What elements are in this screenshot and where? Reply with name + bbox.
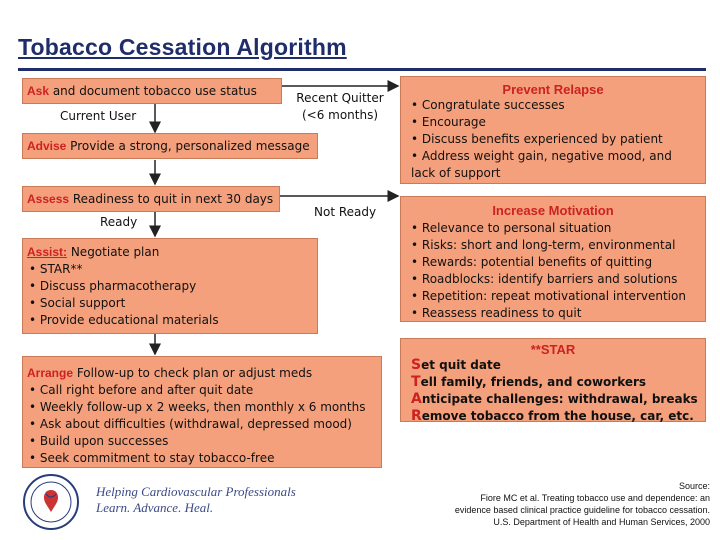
source-line: evidence based clinical practice guideline for tobacco cessation. (454, 505, 710, 515)
assist-text: Negotiate plan (67, 245, 160, 259)
list-item: • Build upon successes (29, 433, 381, 450)
list-item: • STAR** (29, 261, 317, 278)
list-item: • Seek commitment to stay tobacco-free (29, 450, 381, 467)
ask-box (22, 78, 282, 104)
list-item: • Address weight gain, negative mood, and (411, 148, 705, 165)
assess-keyword: Assess (27, 192, 70, 206)
list-item: • Discuss benefits experienced by patient (411, 131, 705, 148)
prevent-relapse-tail: lack of support (411, 166, 501, 180)
list-item: • Ask about difficulties (withdrawal, depressed mood) (29, 416, 381, 433)
prevent-relapse-header: Prevent Relapse (502, 82, 604, 97)
star-row-s: Set quit date (411, 357, 501, 373)
ready-label: Ready (100, 215, 138, 229)
advise-text: Provide a strong, personalized message (66, 139, 310, 153)
list-item: • Weekly follow-up x 2 weeks, then monthly x 6 months (29, 399, 381, 416)
list-item: • Relevance to personal situation (411, 220, 705, 237)
star-row-t: Tell family, friends, and coworkers (411, 374, 647, 390)
source-citation (380, 480, 710, 528)
star-list (401, 357, 705, 425)
list-item: • Repetition: repeat motivational intervention (411, 288, 705, 305)
page-title: Tobacco Cessation Algorithm (18, 34, 347, 60)
assess-text: Readiness to quit in next 30 days (69, 192, 274, 206)
star-header: **STAR (530, 342, 576, 357)
tagline-line1: Helping Cardiovascular Professionals (96, 484, 296, 499)
increase-motivation-header: Increase Motivation (492, 203, 614, 218)
source-label: Source: (678, 481, 710, 491)
recent-quitter-line2: (<6 months) (301, 108, 379, 122)
tagline-line2: Learn. Advance. Heal. (96, 500, 214, 515)
recent-quitter-line1: Recent Quitter (296, 91, 384, 105)
advise-box (22, 133, 318, 159)
assist-box (22, 238, 318, 334)
list-item: • Encourage (411, 114, 705, 131)
list-item: • Provide educational materials (29, 312, 317, 329)
star-box (400, 338, 706, 422)
list-item: • Risks: short and long-term, environmental (411, 237, 705, 254)
list-item: • Congratulate successes (411, 97, 705, 114)
list-item: • Roadblocks: identify barriers and solutions (411, 271, 705, 288)
assess-box (22, 186, 280, 212)
acc-seal-logo (22, 472, 80, 532)
arrange-text: Follow-up to check plan or adjust meds (73, 366, 313, 380)
not-ready-label: Not Ready (314, 205, 377, 219)
list-item: • Reassess readiness to quit (411, 305, 705, 322)
recent-quitter-label (290, 90, 390, 124)
footer-tagline (96, 484, 296, 516)
star-row-r: Remove tobacco from the house, car, etc. (411, 408, 694, 424)
increase-motivation-list (401, 218, 705, 322)
advise-keyword: Advise (27, 139, 67, 153)
assist-keyword: Assist: (27, 245, 68, 259)
list-item: • Discuss pharmacotherapy (29, 278, 317, 295)
ask-keyword: Ask (27, 84, 50, 98)
current-user-label: Current User (60, 109, 137, 123)
increase-motivation-box (400, 196, 706, 322)
list-item: • Rewards: potential benefits of quitting (411, 254, 705, 271)
ask-text: and document tobacco use status (49, 84, 257, 98)
arrange-keyword: Arrange (27, 366, 74, 380)
arrange-list (23, 382, 381, 467)
source-line: U.S. Department of Health and Human Services, 2000 (493, 517, 710, 527)
prevent-relapse-box (400, 76, 706, 184)
list-item: • Social support (29, 295, 317, 312)
arrange-box (22, 356, 382, 468)
star-row-a: Anticipate challenges: withdrawal, breaks (411, 391, 698, 407)
assist-list (23, 261, 317, 329)
prevent-relapse-list (401, 97, 705, 165)
list-item: • Call right before and after quit date (29, 382, 381, 399)
source-line: Fiore MC et al. Treating tobacco use and dependence: an (480, 493, 710, 503)
